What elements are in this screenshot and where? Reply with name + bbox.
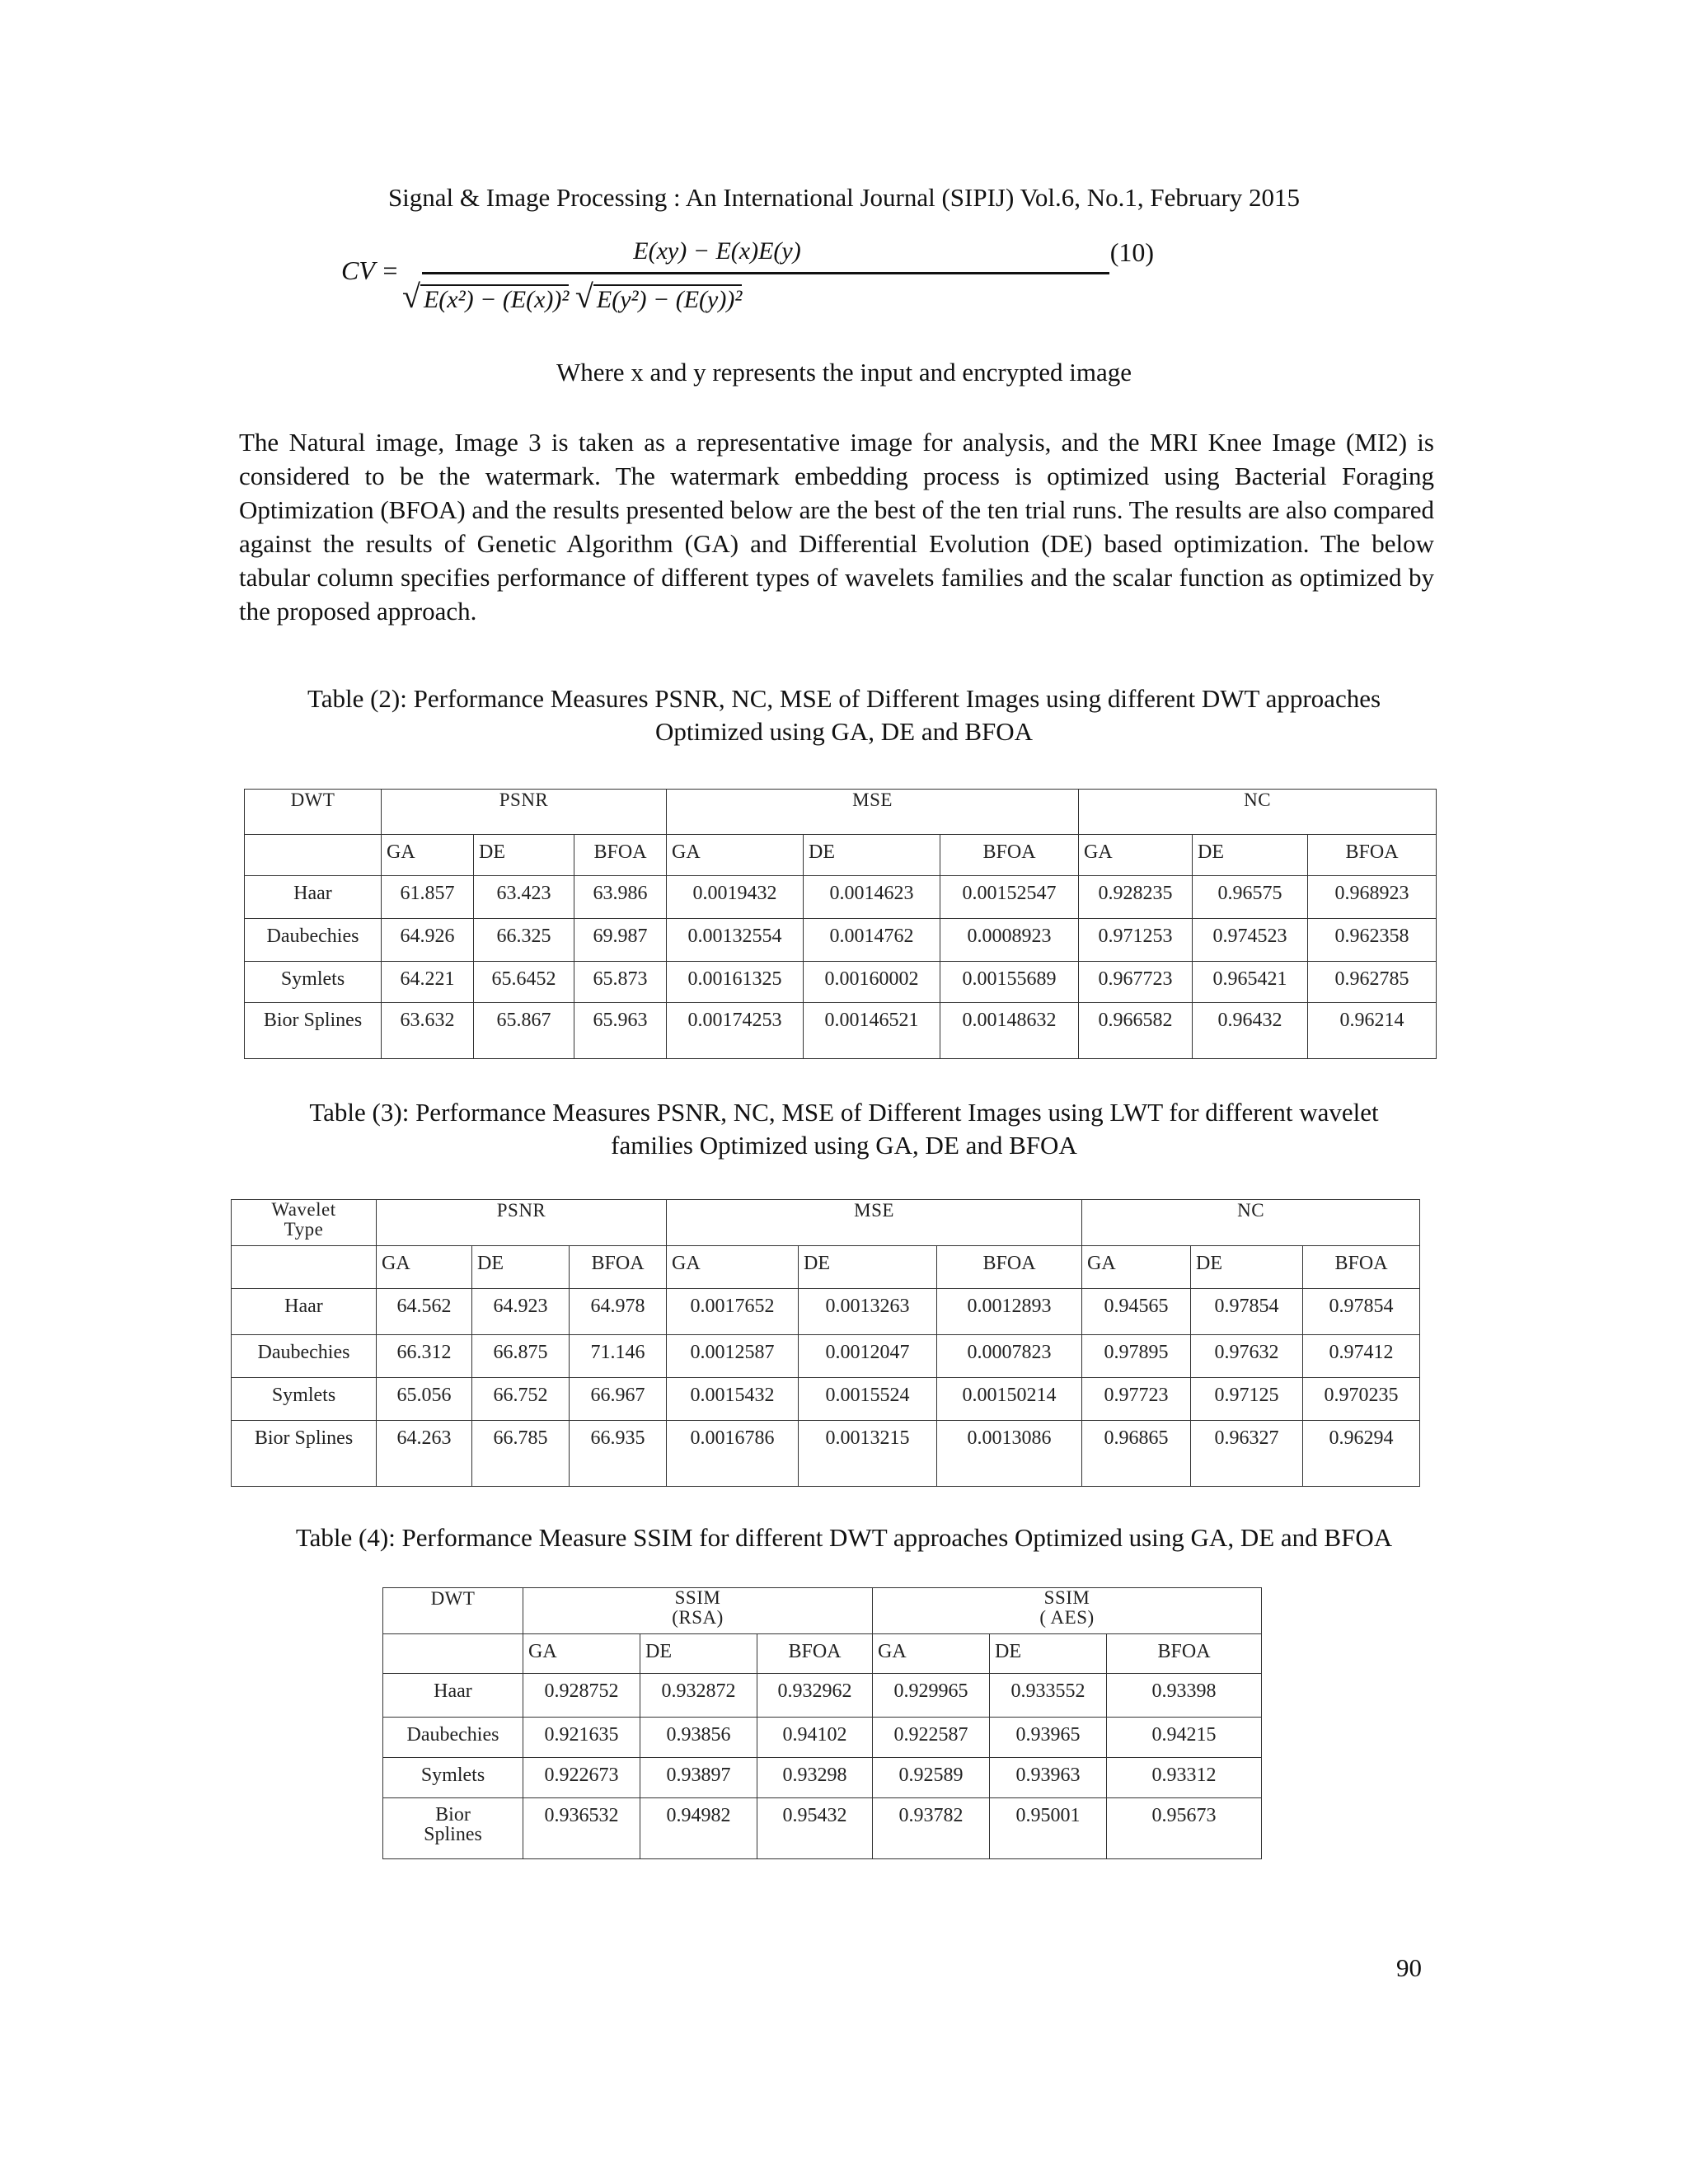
row-label: Daubechies	[245, 919, 382, 962]
table-cell: 0.94215	[1107, 1718, 1262, 1758]
table-cell: 0.966582	[1079, 1003, 1193, 1059]
table-cell: 0.97854	[1303, 1289, 1420, 1335]
table-cell: 0.933552	[990, 1674, 1107, 1718]
table-cell: 0.93897	[640, 1758, 757, 1798]
table-cell: 0.93398	[1107, 1674, 1262, 1718]
table2-subheader-empty	[245, 835, 382, 876]
where-text: Where x and y represents the input and encrypted image	[556, 358, 1132, 387]
table4-group-aes-line1: SSIM	[1043, 1587, 1090, 1608]
table4-subheader: BFOA	[757, 1634, 873, 1674]
table-cell: 0.00150214	[937, 1378, 1082, 1421]
table-cell: 0.96432	[1193, 1003, 1308, 1059]
table-cell: 0.0017652	[667, 1289, 799, 1335]
table-cell: 66.312	[377, 1335, 472, 1378]
table-cell: 61.857	[382, 876, 474, 919]
table2-caption-line1: Table (2): Performance Measures PSNR, NC, MSE of Different Images using different DWT approaches	[307, 684, 1381, 713]
table-cell: 0.93312	[1107, 1758, 1262, 1798]
table-cell: 0.00155689	[940, 962, 1079, 1003]
table-cell: 0.0016786	[667, 1421, 799, 1487]
table3-corner-line1: Wavelet	[271, 1199, 336, 1220]
table4-subheader: GA	[873, 1634, 990, 1674]
table-cell: 0.968923	[1308, 876, 1437, 919]
table-cell: 63.632	[382, 1003, 474, 1059]
table-row	[232, 1335, 1420, 1378]
table-cell: 0.96865	[1082, 1421, 1191, 1487]
equation-den-part2: E(y²) − (E(y))²	[593, 284, 742, 314]
table-row	[245, 919, 1437, 962]
table-cell: 0.97895	[1082, 1335, 1191, 1378]
table-cell: 66.752	[472, 1378, 570, 1421]
running-header: Signal & Image Processing : An International Journal (SIPIJ) Vol.6, No.1, February 2015	[387, 183, 1301, 212]
table-cell: 0.922587	[873, 1718, 990, 1758]
equation-numerator: E(xy) − E(x)E(y)	[633, 237, 801, 265]
table-cell: 0.00148632	[940, 1003, 1079, 1059]
table3-caption-line2: families Optimized using GA, DE and BFOA	[611, 1131, 1077, 1160]
table4-subheader: GA	[523, 1634, 640, 1674]
table2-subheader: DE	[1193, 835, 1308, 876]
table-cell: 0.0015432	[667, 1378, 799, 1421]
table3-subheader: DE	[472, 1246, 570, 1289]
table-cell: 0.97632	[1191, 1335, 1303, 1378]
table3-group-psnr: PSNR	[377, 1200, 667, 1246]
table2-subheader: DE	[804, 835, 940, 876]
table3-group-row	[232, 1200, 1420, 1246]
table4-group-aes	[873, 1588, 1262, 1634]
table3-subheader-empty	[232, 1246, 377, 1289]
table-cell: 0.0015524	[799, 1378, 937, 1421]
table-row	[232, 1421, 1420, 1487]
table2-caption-line2: Optimized using GA, DE and BFOA	[654, 717, 1034, 746]
table4-subheader: BFOA	[1107, 1634, 1262, 1674]
table-cell: 71.146	[570, 1335, 667, 1378]
table3-corner	[232, 1200, 377, 1246]
table-cell: 64.562	[377, 1289, 472, 1335]
table2-group-row	[245, 790, 1437, 835]
table-cell: 0.00161325	[667, 962, 804, 1003]
table4-group-row	[383, 1588, 1262, 1634]
table-cell: 64.926	[382, 919, 474, 962]
table-cell: 0.928235	[1079, 876, 1193, 919]
table-cell: 0.970235	[1303, 1378, 1420, 1421]
table-cell: 0.974523	[1193, 919, 1308, 962]
table-cell: 66.325	[474, 919, 574, 962]
table2-subheader: BFOA	[1308, 835, 1437, 876]
row-label: Haar	[232, 1289, 377, 1335]
row-label: Symlets	[383, 1758, 523, 1798]
table2-subheader: DE	[474, 835, 574, 876]
row-label: Symlets	[232, 1378, 377, 1421]
table3-subheader-row	[232, 1246, 1420, 1289]
table-row	[232, 1289, 1420, 1335]
table-cell: 69.987	[574, 919, 667, 962]
table-cell: 0.93782	[873, 1798, 990, 1859]
table-cell: 64.923	[472, 1289, 570, 1335]
table-cell: 0.962358	[1308, 919, 1437, 962]
table-cell: 65.867	[474, 1003, 574, 1059]
table-cell: 0.0012587	[667, 1335, 799, 1378]
sqrt-symbol: √	[574, 278, 593, 315]
table4-group-aes-line2: ( AES)	[1039, 1607, 1095, 1628]
row-label: Bior Splines	[245, 1003, 382, 1059]
table2-caption	[198, 682, 1490, 748]
table4-subheader: DE	[990, 1634, 1107, 1674]
row-label-line2: Splines	[424, 1824, 482, 1845]
table-cell: 0.00146521	[804, 1003, 940, 1059]
table-cell: 66.785	[472, 1421, 570, 1487]
table2-subheader: GA	[1079, 835, 1193, 876]
row-label: Symlets	[245, 962, 382, 1003]
equation-10	[330, 237, 1154, 328]
row-label: Daubechies	[383, 1718, 523, 1758]
table-cell: 0.0012893	[937, 1289, 1082, 1335]
table-cell: 65.963	[574, 1003, 667, 1059]
row-label: Bior Splines	[232, 1421, 377, 1487]
table3-group-nc: NC	[1082, 1200, 1420, 1246]
table3-subheader: BFOA	[570, 1246, 667, 1289]
table-cell: 0.97125	[1191, 1378, 1303, 1421]
fraction-bar	[422, 272, 1109, 274]
table3-subheader: GA	[667, 1246, 799, 1289]
table3-group-mse: MSE	[667, 1200, 1082, 1246]
table-cell: 0.96327	[1191, 1421, 1303, 1487]
table-cell: 0.0013086	[937, 1421, 1082, 1487]
table-cell: 0.00132554	[667, 919, 804, 962]
table-cell: 0.0014623	[804, 876, 940, 919]
table-cell: 0.0019432	[667, 876, 804, 919]
table4-subheader: DE	[640, 1634, 757, 1674]
table3-subheader: DE	[1191, 1246, 1303, 1289]
table4-subheader-empty	[383, 1634, 523, 1674]
table-cell: 0.97412	[1303, 1335, 1420, 1378]
table4-corner: DWT	[383, 1588, 523, 1634]
table-cell: 0.0013215	[799, 1421, 937, 1487]
table2-group-psnr: PSNR	[382, 790, 667, 835]
table-cell: 0.95001	[990, 1798, 1107, 1859]
table-cell: 0.932962	[757, 1674, 873, 1718]
row-label	[383, 1798, 523, 1859]
table-cell: 0.94982	[640, 1798, 757, 1859]
table-cell: 0.971253	[1079, 919, 1193, 962]
table3	[231, 1199, 1420, 1487]
table2-corner: DWT	[245, 790, 382, 835]
table-row	[232, 1378, 1420, 1421]
table2-subheader-row	[245, 835, 1437, 876]
table-cell: 64.263	[377, 1421, 472, 1487]
table-cell: 0.922673	[523, 1758, 640, 1798]
table-cell: 0.0012047	[799, 1335, 937, 1378]
table-row	[245, 962, 1437, 1003]
table-cell: 0.967723	[1079, 962, 1193, 1003]
table3-subheader: GA	[377, 1246, 472, 1289]
row-label: Haar	[245, 876, 382, 919]
table2-subheader: BFOA	[940, 835, 1079, 876]
table2-group-mse: MSE	[667, 790, 1079, 835]
table-cell: 64.978	[570, 1289, 667, 1335]
table-cell: 0.0007823	[937, 1335, 1082, 1378]
table-cell: 0.93298	[757, 1758, 873, 1798]
table4-caption: Table (4): Performance Measure SSIM for different DWT approaches Optimized using GA, DE and BFOA	[295, 1523, 1393, 1552]
table-cell: 0.93856	[640, 1718, 757, 1758]
table-cell: 0.94102	[757, 1718, 873, 1758]
table3-caption	[198, 1096, 1490, 1162]
table-cell: 0.00152547	[940, 876, 1079, 919]
equation-denominator	[402, 277, 742, 316]
table-cell: 0.0008923	[940, 919, 1079, 962]
page-number: 90	[1396, 1953, 1422, 1982]
table-row	[245, 1003, 1437, 1059]
table4-subheader-row	[383, 1634, 1262, 1674]
table-cell: 66.935	[570, 1421, 667, 1487]
table3-corner-line2: Type	[284, 1219, 324, 1240]
table-cell: 65.056	[377, 1378, 472, 1421]
table-cell: 0.965421	[1193, 962, 1308, 1003]
table3-subheader: DE	[799, 1246, 937, 1289]
table-row	[245, 876, 1437, 919]
table-cell: 0.932872	[640, 1674, 757, 1718]
table-cell: 0.0014762	[804, 919, 940, 962]
table-cell: 0.962785	[1308, 962, 1437, 1003]
table-row	[383, 1758, 1262, 1798]
table-cell: 63.423	[474, 876, 574, 919]
table3-caption-line1: Table (3): Performance Measures PSNR, NC, MSE of Different Images using LWT for different wavelet	[309, 1098, 1379, 1127]
table-cell: 0.95432	[757, 1798, 873, 1859]
table3-subheader: BFOA	[937, 1246, 1082, 1289]
table3-subheader: BFOA	[1303, 1246, 1420, 1289]
row-label-line1: Bior	[435, 1804, 471, 1825]
table4	[382, 1587, 1262, 1859]
table2	[244, 789, 1437, 1059]
equation-den-part1: E(x²) − (E(x))²	[420, 284, 569, 314]
table-cell: 65.6452	[474, 962, 574, 1003]
table-cell: 63.986	[574, 876, 667, 919]
table4-group-rsa-line2: (RSA)	[672, 1607, 724, 1628]
table4-group-rsa-line1: SSIM	[674, 1587, 721, 1608]
table-cell: 66.967	[570, 1378, 667, 1421]
table-row	[383, 1798, 1262, 1859]
table-cell: 0.00174253	[667, 1003, 804, 1059]
table-cell: 0.928752	[523, 1674, 640, 1718]
table-cell: 0.95673	[1107, 1798, 1262, 1859]
table-row	[383, 1674, 1262, 1718]
table2-subheader: GA	[382, 835, 474, 876]
table-cell: 0.92589	[873, 1758, 990, 1798]
sqrt-symbol: √	[402, 278, 420, 315]
table-cell: 0.0013263	[799, 1289, 937, 1335]
table2-subheader: GA	[667, 835, 804, 876]
table-cell: 64.221	[382, 962, 474, 1003]
table2-subheader: BFOA	[574, 835, 667, 876]
table-cell: 0.936532	[523, 1798, 640, 1859]
table2-group-nc: NC	[1079, 790, 1437, 835]
row-label: Haar	[383, 1674, 523, 1718]
table-cell: 0.97723	[1082, 1378, 1191, 1421]
equation-number: (10)	[1109, 237, 1154, 267]
table4-group-rsa	[523, 1588, 873, 1634]
table-cell: 0.97854	[1191, 1289, 1303, 1335]
table-cell: 0.94565	[1082, 1289, 1191, 1335]
table-row	[383, 1718, 1262, 1758]
table-cell: 0.96214	[1308, 1003, 1437, 1059]
table-cell: 0.96294	[1303, 1421, 1420, 1487]
table-cell: 0.93965	[990, 1718, 1107, 1758]
row-label: Daubechies	[232, 1335, 377, 1378]
table-cell: 0.929965	[873, 1674, 990, 1718]
equation-lhs: CV =	[341, 255, 399, 285]
table-cell: 0.96575	[1193, 876, 1308, 919]
body-paragraph: The Natural image, Image 3 is taken as a representative image for analysis, and the MRI Knee Image (MI2) is considered to be the watermark. The watermark embedding process is optimized using Bacterial Foraging Optimization (BFOA) and the results presented below are the best of the ten trial runs. The results are also compared against the results of Genetic Algorithm (GA) and Differential Evolution (DE) based optimization. The below tabular column specifies performance of different types of wavelets families and the scalar function as optimized by the proposed approach.	[239, 428, 1434, 626]
table-cell: 0.921635	[523, 1718, 640, 1758]
table-cell: 0.00160002	[804, 962, 940, 1003]
table-cell: 0.93963	[990, 1758, 1107, 1798]
table3-subheader: GA	[1082, 1246, 1191, 1289]
table-cell: 66.875	[472, 1335, 570, 1378]
table-cell: 65.873	[574, 962, 667, 1003]
